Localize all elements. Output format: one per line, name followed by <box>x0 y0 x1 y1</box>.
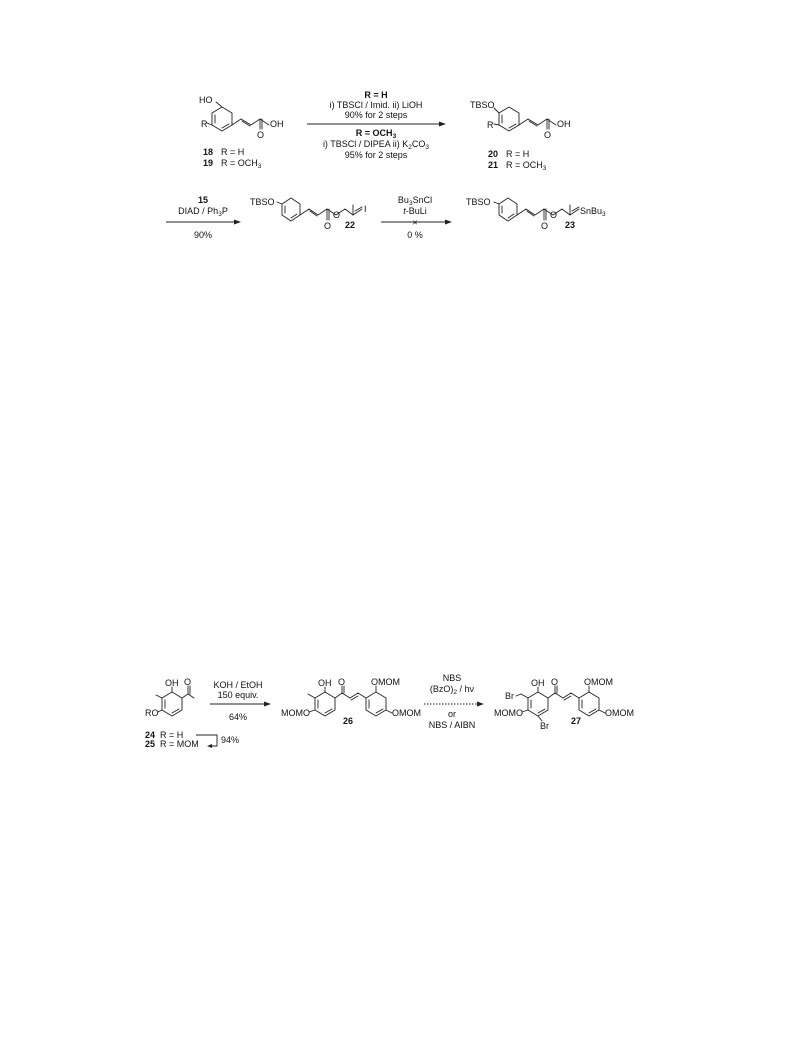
arrow3-reagent1: $Bu_3SnCl$ <box>397 195 433 207</box>
arrow3-blocked-mark: × <box>412 217 418 228</box>
s2-arrow1-yield: 64% <box>228 712 248 722</box>
s2-p2-br-top-label: Br <box>505 691 514 701</box>
product1-oh-label: OH <box>557 119 571 129</box>
compound-19-substituent: $R = OCH_3$ <box>221 158 262 170</box>
compound-21-substituent: $R = OCH_3$ <box>506 160 547 172</box>
arrow1-condition-r-h: R = H <box>364 90 388 100</box>
compound-24-substituent: R = H <box>160 730 184 740</box>
s2-p2-omom-right-label: OMOM <box>605 708 634 718</box>
s2-arrow2-reagent1: NBS <box>442 673 462 683</box>
scheme2-product1-structure <box>281 677 421 726</box>
s2-arrow1-reagent: KOH / EtOH <box>213 680 263 690</box>
protection-yield: 94% <box>221 735 240 745</box>
arrow1-condition-line2: 90% for 2 steps <box>344 110 408 120</box>
scheme2-product2-structure <box>494 677 634 731</box>
scheme1-product1-labels <box>488 149 547 172</box>
scheme1-product1-structure <box>470 100 571 140</box>
scheme1-arrow3-blocked <box>381 195 452 240</box>
arrow1-condition-line3: i) TBSCl / DIPEA ii) $K_2CO_3$ <box>322 139 430 151</box>
s2-start-oh-label: OH <box>165 678 179 688</box>
s2-p2-o-label: O <box>551 677 559 687</box>
start-o-label: O <box>257 130 265 140</box>
arrow2-reagent-number: 15 <box>197 195 209 205</box>
arrow1-condition-line4: 95% for 2 steps <box>344 150 408 160</box>
compound-27-number: 27 <box>571 716 582 726</box>
compound-22-number: 22 <box>345 220 356 230</box>
product2-iodo-label: I <box>364 204 367 214</box>
s2-arrow1-equiv: 150 equiv. <box>217 690 259 700</box>
compound-18-number: 18 <box>203 147 214 157</box>
compound-26-number: 26 <box>343 716 354 726</box>
arrow3-reagent2: t-BuLi <box>403 206 427 216</box>
s2-p2-br-bottom-label: Br <box>540 721 549 731</box>
product3-ester-o-label: O <box>550 210 558 220</box>
scheme1-product2-structure <box>250 197 367 231</box>
arrow1-condition-r-och3: $R = OCH_3$ <box>355 128 397 140</box>
product1-r-label: R <box>487 120 494 130</box>
s2-p2-omom-top-label: OMOM <box>584 677 613 687</box>
compound-18-substituent: R = H <box>221 147 245 157</box>
scheme2-arrow2-dotted <box>424 673 484 730</box>
product3-tbso-label: TBSO <box>466 197 491 207</box>
start-ho-label: HO <box>199 95 213 105</box>
s2-arrow2-reagent2: $(BzO)_2$ / hν <box>429 684 475 696</box>
s2-p1-omom-top-label: OMOM <box>371 677 400 687</box>
start-oh-label: OH <box>270 119 284 129</box>
scheme2-start-labels <box>145 730 239 749</box>
compound-20-substituent: R = H <box>506 149 530 159</box>
scheme1-arrow2 <box>166 195 241 240</box>
product2-carbonyl-o-label: O <box>324 221 332 231</box>
s2-p2-oh-label: OH <box>531 678 545 688</box>
product1-o-label: O <box>544 130 552 140</box>
compound-19-number: 19 <box>203 158 214 168</box>
s2-p2-momo-label: MOMO <box>494 708 523 718</box>
s2-start-ro-label: RO <box>145 708 159 718</box>
product3-snbu3-label: SnBu$_3$ <box>580 206 606 218</box>
arrow3-yield: 0 % <box>407 230 423 240</box>
s2-p1-oh-label: OH <box>318 678 332 688</box>
arrow2-reagent: DIAD / $Ph_3P$ <box>178 206 228 218</box>
product3-carbonyl-o-label: O <box>541 221 549 231</box>
scheme1-start-labels <box>203 147 262 170</box>
compound-23-number: 23 <box>565 220 576 230</box>
start-r-label: R <box>201 119 208 129</box>
compound-24-number: 24 <box>145 730 156 740</box>
s2-arrow2-or: or <box>447 709 457 719</box>
s2-arrow2-reagent3: NBS / AIBN <box>428 720 476 730</box>
scheme1-start-structure <box>199 95 284 140</box>
s2-p1-omom-right-label: OMOM <box>392 708 421 718</box>
arrow1-condition-line1: i) TBSCl / Imid. ii) LiOH <box>329 100 423 110</box>
s2-p1-momo-label: MOMO <box>281 708 310 718</box>
arrow2-yield: 90% <box>193 230 213 240</box>
scheme1-arrow1 <box>307 90 446 160</box>
scheme2-start-structure <box>145 677 194 718</box>
scheme1-product3-structure <box>466 197 606 231</box>
scheme2-arrow1 <box>210 680 271 722</box>
compound-20-number: 20 <box>488 149 499 159</box>
s2-p1-o-label: O <box>338 677 346 687</box>
product2-ester-o-label: O <box>333 210 341 220</box>
product1-tbso-label: TBSO <box>470 100 495 110</box>
product2-tbso-label: TBSO <box>250 197 275 207</box>
compound-21-number: 21 <box>488 160 499 170</box>
compound-25-number: 25 <box>145 739 156 749</box>
compound-25-substituent: R = MOM <box>160 739 199 749</box>
s2-start-o-label: O <box>184 677 192 687</box>
